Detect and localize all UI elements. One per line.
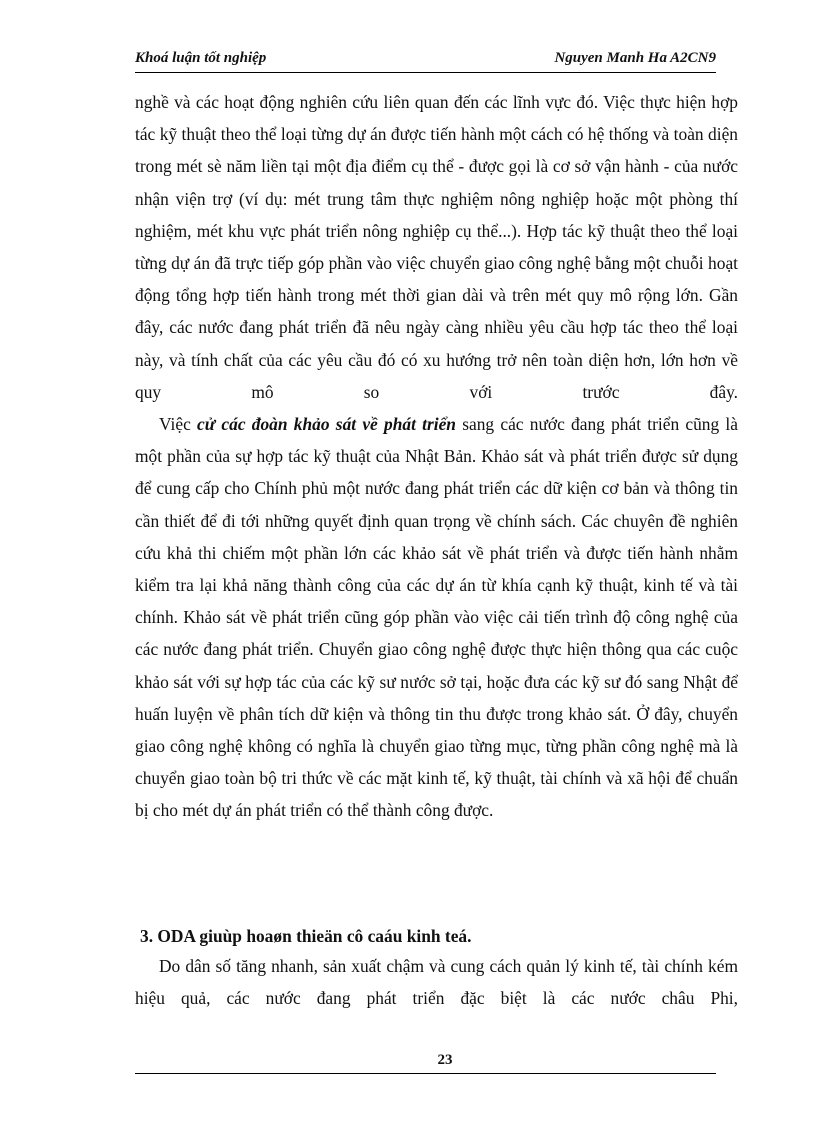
paragraph-1: nghề và các hoạt động nghiên cứu liên quan đến các lĩnh vực đó. Việc thực hiện hợp tác kỹ thuật theo thể loại từng dự án được tiến hành một cách có hệ thống và toàn diện trong mét sè năm liền tại một địa điểm cụ thể - được gọi là cơ sở vận hành - của nước nhận viện trợ (ví dụ: mét trung tâm thực nghiệm nông nghiệp hoặc một phòng thí nghiệm, mét khu vực phát triển nông nghiệp cụ thể...). Hợp tác kỹ thuật theo thể loại từng dự án đã trực tiếp góp phần vào việc chuyển giao công nghệ bằng một chuỗi hoạt động tổng hợp tiến hành trong mét thời gian dài và trên mét quy mô rộng lớn. Gần đây, các nước đang phát triển đã nêu ngày càng nhiều yêu cầu hợp tác theo thể loại này, và tính chất của các yêu cầu đó có xu hướng trở nên toàn diện hơn, lớn hơn về quy mô so với trước đây. xyxy=(135,92,738,402)
header-author: Nguyen Manh Ha A2CN9 xyxy=(554,50,716,66)
page-header xyxy=(135,50,716,72)
paragraph-2-emphasis: cử các đoàn khảo sát về phát triển xyxy=(197,414,456,435)
page-body xyxy=(135,86,738,827)
header-left-title: Khoá luận tốt nghiệp xyxy=(135,50,267,66)
footer-divider xyxy=(135,1073,716,1074)
header-divider xyxy=(135,72,716,73)
paragraph-3: Do dân số tăng nhanh, sản xuất chậm và cung cách quản lý kinh tế, tài chính kém hiệu quả, các nước đang phát triển đặc biệt là các nước châu Phi, xyxy=(135,956,738,1009)
paragraph-2-lead: Việc xyxy=(159,414,198,435)
paragraph-2 xyxy=(135,408,738,827)
page-number: 23 xyxy=(437,1052,453,1068)
section-heading: 3. ODA giuùp hoaøn thieän cô caáu kinh teá. xyxy=(140,926,472,946)
paragraph-2-rest: sang các nước đang phát triển cũng là một phần của sự hợp tác kỹ thuật của Nhật Bản. Khảo sát và phát triển được sử dụng để cung cấp cho Chính phủ một nước đang phát triển các dữ kiện cơ bản và thông tin cần thiết để đi tới những quyết định quan trọng về chính sách. Các chuyên đề nghiên cứu khả thi chiếm một phần lớn các khảo sát về phát triển và được tiến hành nhằm kiểm tra lại khả năng thành công của các dự án từ khía cạnh kỹ thuật, kinh tế và tài chính. Khảo sát về phát triển cũng góp phần vào việc cải tiến trình độ công nghệ của các nước đang phát triển. Chuyển giao công nghệ được thực hiện thông qua các cuộc khảo sát với sự hợp tác của các kỹ sư nước sở tại, hoặc đưa các kỹ sư đó sang Nhật để huấn luyện về phân tích dữ kiện và thông tin thu được trong khảo sát. Ở đây, chuyển giao công nghệ không có nghĩa là chuyển giao từng mục, từng phần công nghệ mà là chuyển giao toàn bộ tri thức về các mặt kinh tế, kỹ thuật, tài chính và xã hội để chuẩn bị cho mét dự án phát triển có thể thành công được. xyxy=(135,414,738,821)
page-body-continued xyxy=(135,950,738,1014)
